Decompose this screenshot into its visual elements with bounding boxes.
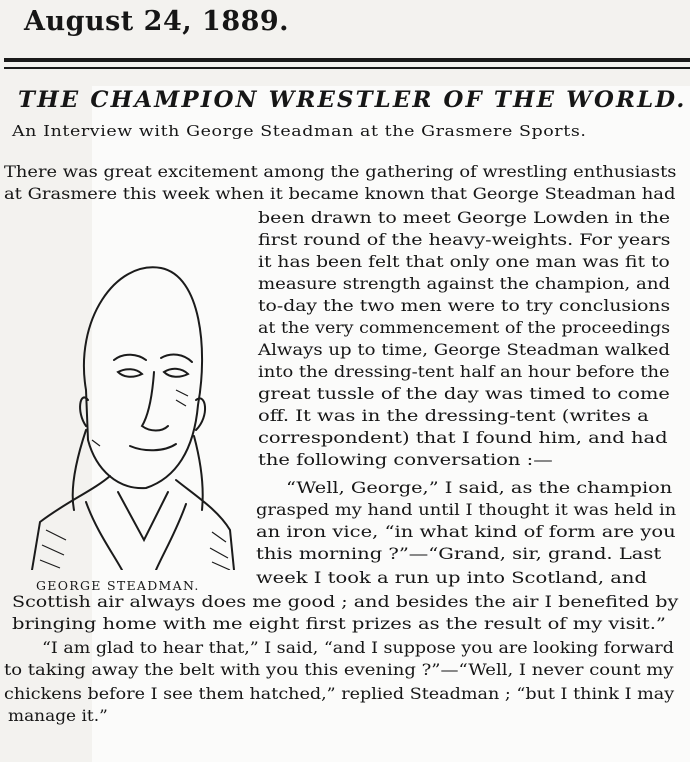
article-line: chickens before I see them hatched,” replied Steadman ; “but I think I may [4,685,675,703]
article-title: THE CHAMPION WRESTLER OF THE WORLD. [18,87,687,113]
masthead-date: August 24, 1889. [24,6,290,37]
article-line: at Grasmere this week when it became known that George Steadman had [4,185,676,203]
article-line: an iron vice, “in what kind of form are you [256,523,676,541]
article-line: “Well, George,” I said, as the champion [286,479,673,497]
article-line: measure strength against the champion, and [258,275,671,293]
article-line: correspondent) that I found him, and had [258,429,668,447]
article-line: manage it.” [8,707,108,725]
article-line: Scottish air always does me good ; and besides the air I benefited by [12,593,679,611]
masthead-rule-thin [4,67,690,69]
article-line: grasped my hand until I thought it was held in [256,501,677,519]
article-subtitle: An Interview with George Steadman at the Grasmere Sports. [12,124,587,140]
article-line: There was great excitement among the gathering of wrestling enthusiasts [4,163,677,181]
article-line: Always up to time, George Steadman walked [258,341,670,359]
article-line: the following conversation :— [258,451,553,469]
article-line: off. It was in the dressing-tent (writes a [258,407,649,425]
article-line: “I am glad to hear that,” I said, “and I suppose you are looking forward [42,639,674,657]
article-line: to taking away the belt with you this evening ?”—“Well, I never count my [4,661,674,679]
portrait-illustration [26,240,236,570]
article-line: great tussle of the day was timed to come [258,385,670,403]
article-line: been drawn to meet George Lowden in the [258,209,671,227]
article-line: into the dressing-tent half an hour before the [258,363,670,381]
article-line: week I took a run up into Scotland, and [256,569,647,587]
article-line: first round of the heavy-weights. For years [258,231,671,249]
article-line: this morning ?”—“Grand, sir, grand. Last [256,545,662,563]
article-line: at the very commencement of the proceedings [258,319,671,337]
article-line: bringing home with me eight first prizes as the result of my visit.” [12,615,666,633]
portrait-caption: GEORGE STEADMAN. [36,578,200,593]
article-line: it has been felt that only one man was fit to [258,253,670,271]
article-line: to-day the two men were to try conclusions [258,297,671,315]
masthead-rule [4,58,690,62]
